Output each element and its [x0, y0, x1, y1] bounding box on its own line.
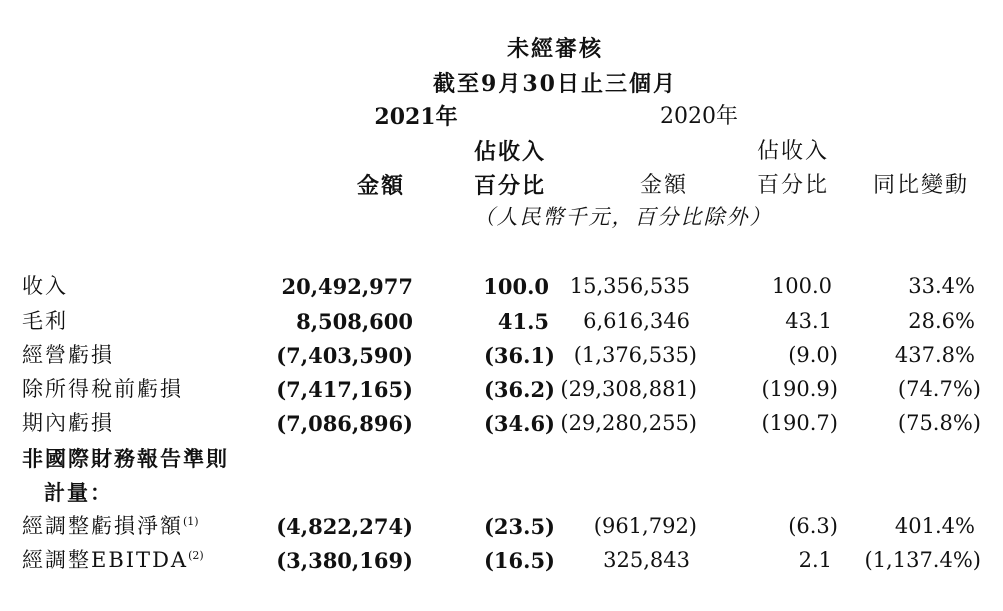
col-pct-2021-line1: 佔收入 [473, 139, 547, 165]
amount-2021: (4,822,274) [276, 514, 413, 539]
yoy-change: 401.4% [894, 514, 975, 538]
pct-2020: (9.0) [788, 343, 838, 367]
unit-note: （人民幣千元，百分比除外） [473, 205, 773, 229]
row-label: 毛利 [22, 309, 68, 333]
row-label: 收入 [22, 274, 68, 298]
pct-2021: 100.0 [483, 274, 549, 299]
section-title-line1: 非國際財務報告準則 [22, 446, 229, 471]
footnote-marker: (2) [188, 549, 204, 562]
amount-2020: (961,792) [593, 514, 697, 538]
col-amount-2020: 金額 [639, 173, 689, 198]
amount-2020: (1,376,535) [573, 343, 697, 367]
pct-2021: 41.5 [497, 309, 549, 334]
pct-2020: (190.7) [761, 411, 838, 435]
amount-2020: 325,843 [603, 548, 690, 572]
pct-2020: (190.9) [761, 377, 838, 401]
amount-2020: (29,280,255) [560, 411, 697, 435]
header-period: 截至9月30日止三個月 [433, 71, 677, 97]
amount-2021: 20,492,977 [281, 274, 413, 299]
yoy-change: 437.8% [894, 343, 975, 367]
header-year-2020: 2020年 [660, 104, 738, 129]
yoy-change: 28.6% [908, 309, 975, 333]
yoy-change: (74.7%) [897, 377, 981, 401]
row-label-text: 經調整虧損淨額 [22, 514, 183, 538]
header-unaudited: 未經審核 [506, 36, 604, 62]
section-title-line2: 計量： [44, 480, 113, 505]
pct-2021: (16.5) [483, 548, 555, 573]
amount-2021: (7,417,165) [276, 377, 413, 402]
amount-2020: (29,308,881) [560, 377, 697, 401]
amount-2021: (3,380,169) [276, 548, 413, 573]
col-pct-2020-line2: 百分比 [756, 173, 830, 198]
pct-2021: (23.5) [483, 514, 555, 539]
footnote-marker: (1) [183, 515, 199, 528]
amount-2021: (7,086,896) [276, 411, 413, 436]
row-label-text: 經調整EBITDA [22, 548, 189, 572]
pct-2020: (6.3) [788, 514, 838, 538]
amount-2021: 8,508,600 [296, 309, 413, 334]
yoy-change: (1,137.4%) [864, 548, 981, 572]
pct-2020: 100.0 [771, 274, 832, 298]
pct-2021: (36.2) [483, 377, 555, 402]
yoy-change: 33.4% [908, 274, 975, 298]
pct-2021: (34.6) [483, 411, 555, 436]
row-label: 除所得稅前虧損 [22, 377, 183, 401]
row-label [22, 516, 199, 537]
header-year-2021: 2021年 [374, 104, 458, 130]
amount-2021: (7,403,590) [276, 343, 413, 368]
col-amount-2021: 金額 [356, 173, 406, 199]
pct-2020: 43.1 [785, 309, 832, 333]
row-label: 期內虧損 [22, 411, 114, 435]
row-label: 經營虧損 [22, 343, 114, 367]
pct-2020: 2.1 [798, 548, 832, 572]
amount-2020: 15,356,535 [569, 274, 690, 298]
yoy-change: (75.8%) [897, 411, 981, 435]
amount-2020: 6,616,346 [583, 309, 690, 333]
col-pct-2020-line1: 佔收入 [756, 139, 830, 164]
col-pct-2021-line2: 百分比 [473, 173, 547, 199]
col-yoy: 同比變動 [872, 173, 970, 198]
pct-2021: (36.1) [483, 343, 555, 368]
row-label [22, 550, 204, 571]
